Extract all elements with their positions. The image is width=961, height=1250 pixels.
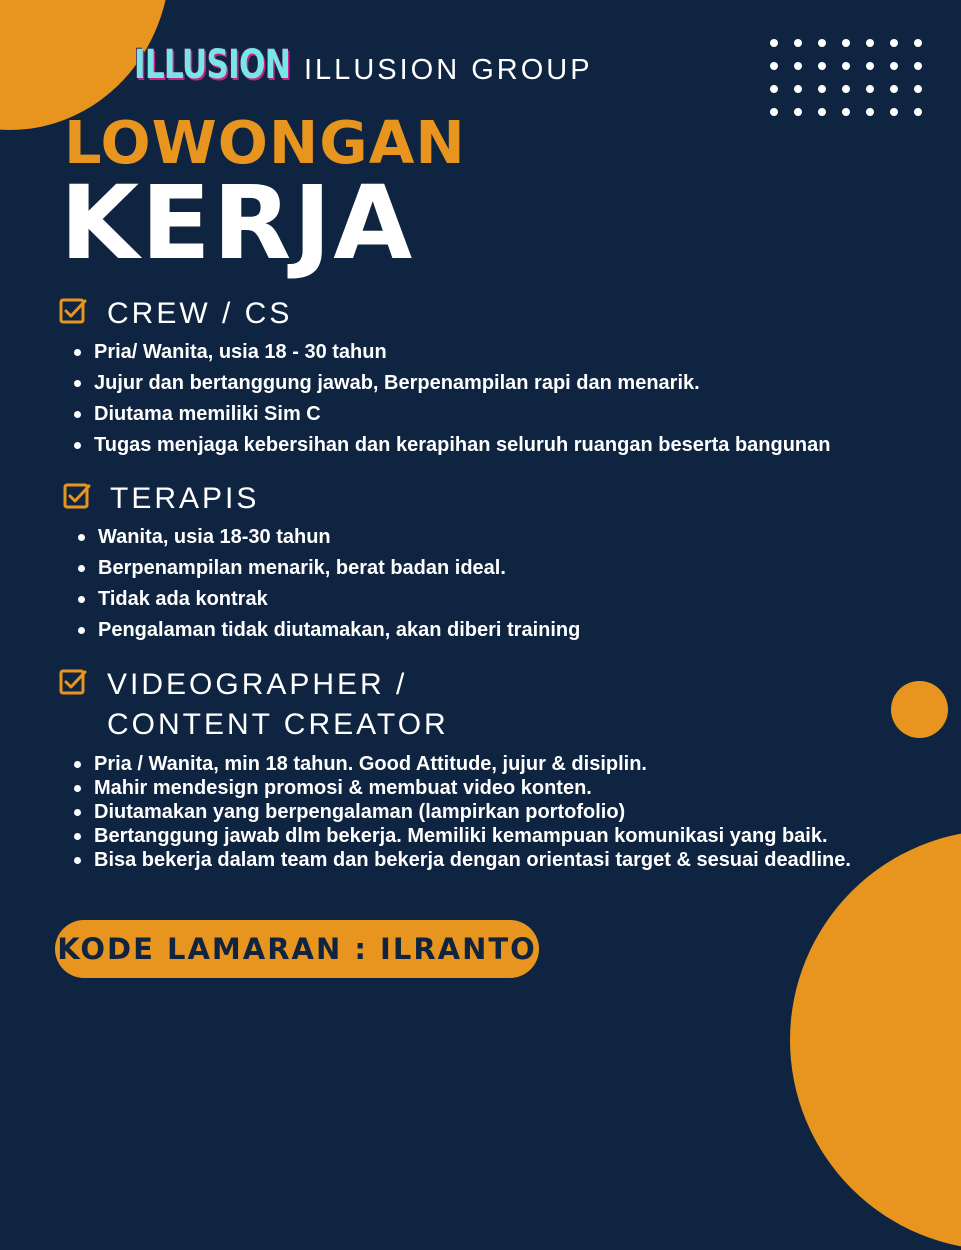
- checkbox-check-icon: [58, 296, 88, 326]
- application-code-badge: KODE LAMARAN : ILRANTO: [55, 920, 539, 978]
- list-item: Pria / Wanita, min 18 tahun. Good Attitude, jujur & disiplin.: [72, 752, 922, 776]
- checkbox-check-icon: [58, 667, 88, 697]
- corner-circle-bottom-right: [790, 830, 961, 1250]
- terapis-requirements: [76, 522, 580, 646]
- illusion-logo: ILLUSION: [134, 42, 291, 88]
- section-title-terapis: TERAPIS: [110, 482, 260, 515]
- list-item: Diutamakan yang berpengalaman (lampirkan portofolio): [72, 800, 922, 824]
- company-name: ILLUSION GROUP: [304, 54, 593, 86]
- headline-lowongan: LOWONGAN: [64, 108, 466, 177]
- section-title-videographer: VIDEOGRAPHER /: [107, 668, 408, 701]
- list-item: Mahir mendesign promosi & membuat video konten.: [72, 776, 922, 800]
- section-title-content-creator: CONTENT CREATOR: [107, 708, 449, 741]
- checkbox-check-icon: [62, 481, 92, 511]
- list-item: Tugas menjaga kebersihan dan kerapihan seluruh ruangan beserta bangunan: [72, 430, 830, 461]
- section-title-crew-cs: CREW / CS: [107, 297, 293, 330]
- crew-cs-requirements: [72, 337, 830, 461]
- list-item: Pengalaman tidak diutamakan, akan diberi training: [76, 615, 580, 646]
- list-item: Pria/ Wanita, usia 18 - 30 tahun: [72, 337, 830, 368]
- list-item: Berpenampilan menarik, berat badan ideal.: [76, 553, 580, 584]
- dot-grid-pattern: [768, 37, 936, 129]
- list-item: Tidak ada kontrak: [76, 584, 580, 615]
- list-item: Wanita, usia 18-30 tahun: [76, 522, 580, 553]
- list-item: Bertanggung jawab dlm bekerja. Memiliki kemampuan komunikasi yang baik.: [72, 824, 922, 848]
- list-item: Diutama memiliki Sim C: [72, 399, 830, 430]
- headline-kerja: KERJA: [60, 164, 415, 283]
- list-item: Bisa bekerja dalam team dan bekerja dengan orientasi target & sesuai deadline.: [72, 848, 854, 872]
- list-item: Jujur dan bertanggung jawab, Berpenampilan rapi dan menarik.: [72, 368, 830, 399]
- accent-circle: [891, 681, 948, 738]
- videographer-requirements: [72, 752, 922, 872]
